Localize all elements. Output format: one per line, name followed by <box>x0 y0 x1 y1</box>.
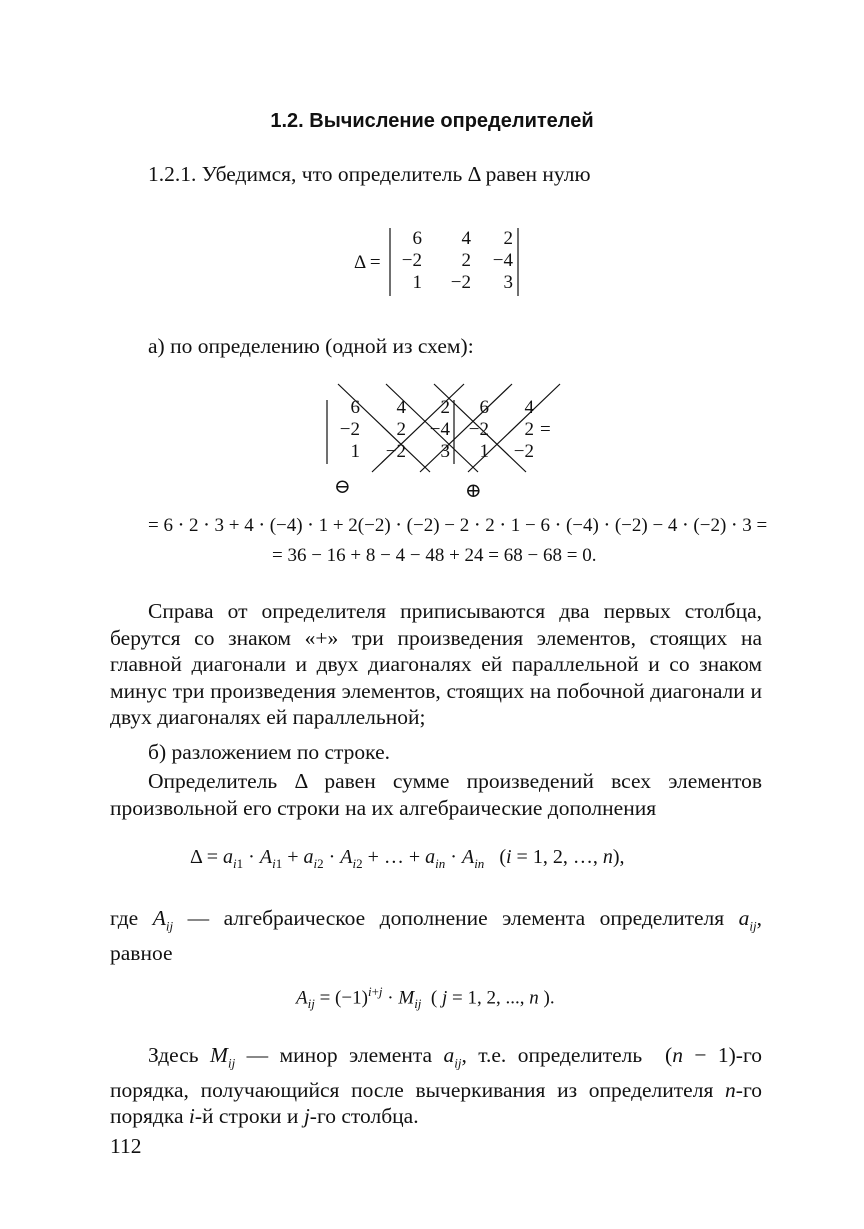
paragraph-scheme-explanation: Справа от определителя приписываются два первых столбца, берутся со знаком «+» три произведения элементов, стоящих на главной диагонали и двух диагоналях ей параллельной и со знаком минус три произведения элементов, стоящих на побочной диагонали и двух диагоналях ей параллельной; <box>110 599 762 729</box>
scheme-cell: 6 <box>479 397 489 418</box>
method-a-label: а) по определению (одной из схем): <box>148 334 474 358</box>
calc-line-1: = 6 ⋅ 2 ⋅ 3 + 4 ⋅ (−4) ⋅ 1 + 2(−2) ⋅ (−2) − 2 ⋅ 2 ⋅ 1 − 6 ⋅ (−4) ⋅ (−2) − 4 ⋅ (−2) ⋅ 3 = <box>148 515 768 536</box>
page-number: 112 <box>110 1134 142 1158</box>
calc-line-2: = 36 − 16 + 8 − 4 − 48 + 24 = 68 − 68 = 0. <box>272 545 597 566</box>
scheme-cell: 2 <box>440 397 450 418</box>
section-title: 1.2. Вычисление определителей <box>270 110 594 132</box>
scheme-cell: −2 <box>385 441 406 462</box>
paragraph-expansion: Определитель Δ равен сумме произведений всех элементов произвольной его строки на их алгебраические дополнения <box>110 769 762 820</box>
scheme-cell: 2 <box>524 419 534 440</box>
det-cell: −2 <box>450 272 471 293</box>
paragraph-minor: Здесь $M_{ij}$ — минор элемента $a_{ij}$, т.е. определитель (n − 1)-го порядка, получающийся после вычеркивания из определителя n-го порядка i-й строки и j-го столбца. <box>110 1043 763 1129</box>
paragraph-cofactor: где $A_{ij}$ — алгебраическое дополнение элемента определителя $a_{ij}$, равное <box>110 906 762 965</box>
scheme-cell: −2 <box>513 441 534 462</box>
task-line: 1.2.1. Убедимся, что определитель Δ равен нулю <box>148 162 591 186</box>
det-cell: 6 <box>412 228 422 249</box>
det-cell: 2 <box>503 228 513 249</box>
scheme-cell: −4 <box>429 419 450 440</box>
scheme-cell: 4 <box>396 397 406 418</box>
scheme-equals: = <box>540 419 551 440</box>
formula-cofactor: $A_{ij} = (-1)^{i+j} \cdot M_{ij}$ ( j = 1, 2, ..., n ). <box>296 984 555 1012</box>
method-b-label: б) разложением по строке. <box>148 740 391 764</box>
determinant-lhs: Δ = <box>354 252 381 273</box>
scheme-cell: 4 <box>524 397 534 418</box>
det-cell: 2 <box>461 250 471 271</box>
scheme-cell: −2 <box>468 419 489 440</box>
plus-circle-icon: ⊕ <box>465 480 482 502</box>
scheme-cell: 1 <box>479 441 489 462</box>
det-cell: −4 <box>492 250 513 271</box>
formula-row-expansion: $\Delta = a_{i1} \cdot A_{i1} + a_{i2} \cdot A_{i2}$ + … + $a_{in} \cdot A_{in}$ (i = 1, 2, …, n), <box>190 846 625 871</box>
scheme-cell: 3 <box>440 441 450 462</box>
scheme-cell: 1 <box>350 441 360 462</box>
scheme-cell: −2 <box>339 419 360 440</box>
minus-circle-icon: ⊖ <box>334 476 351 498</box>
det-cell: −2 <box>401 250 422 271</box>
scheme-cell: 2 <box>396 419 406 440</box>
det-cell: 3 <box>503 272 513 293</box>
scheme-cell: 6 <box>350 397 360 418</box>
det-cell: 4 <box>461 228 471 249</box>
det-cell: 1 <box>412 272 422 293</box>
